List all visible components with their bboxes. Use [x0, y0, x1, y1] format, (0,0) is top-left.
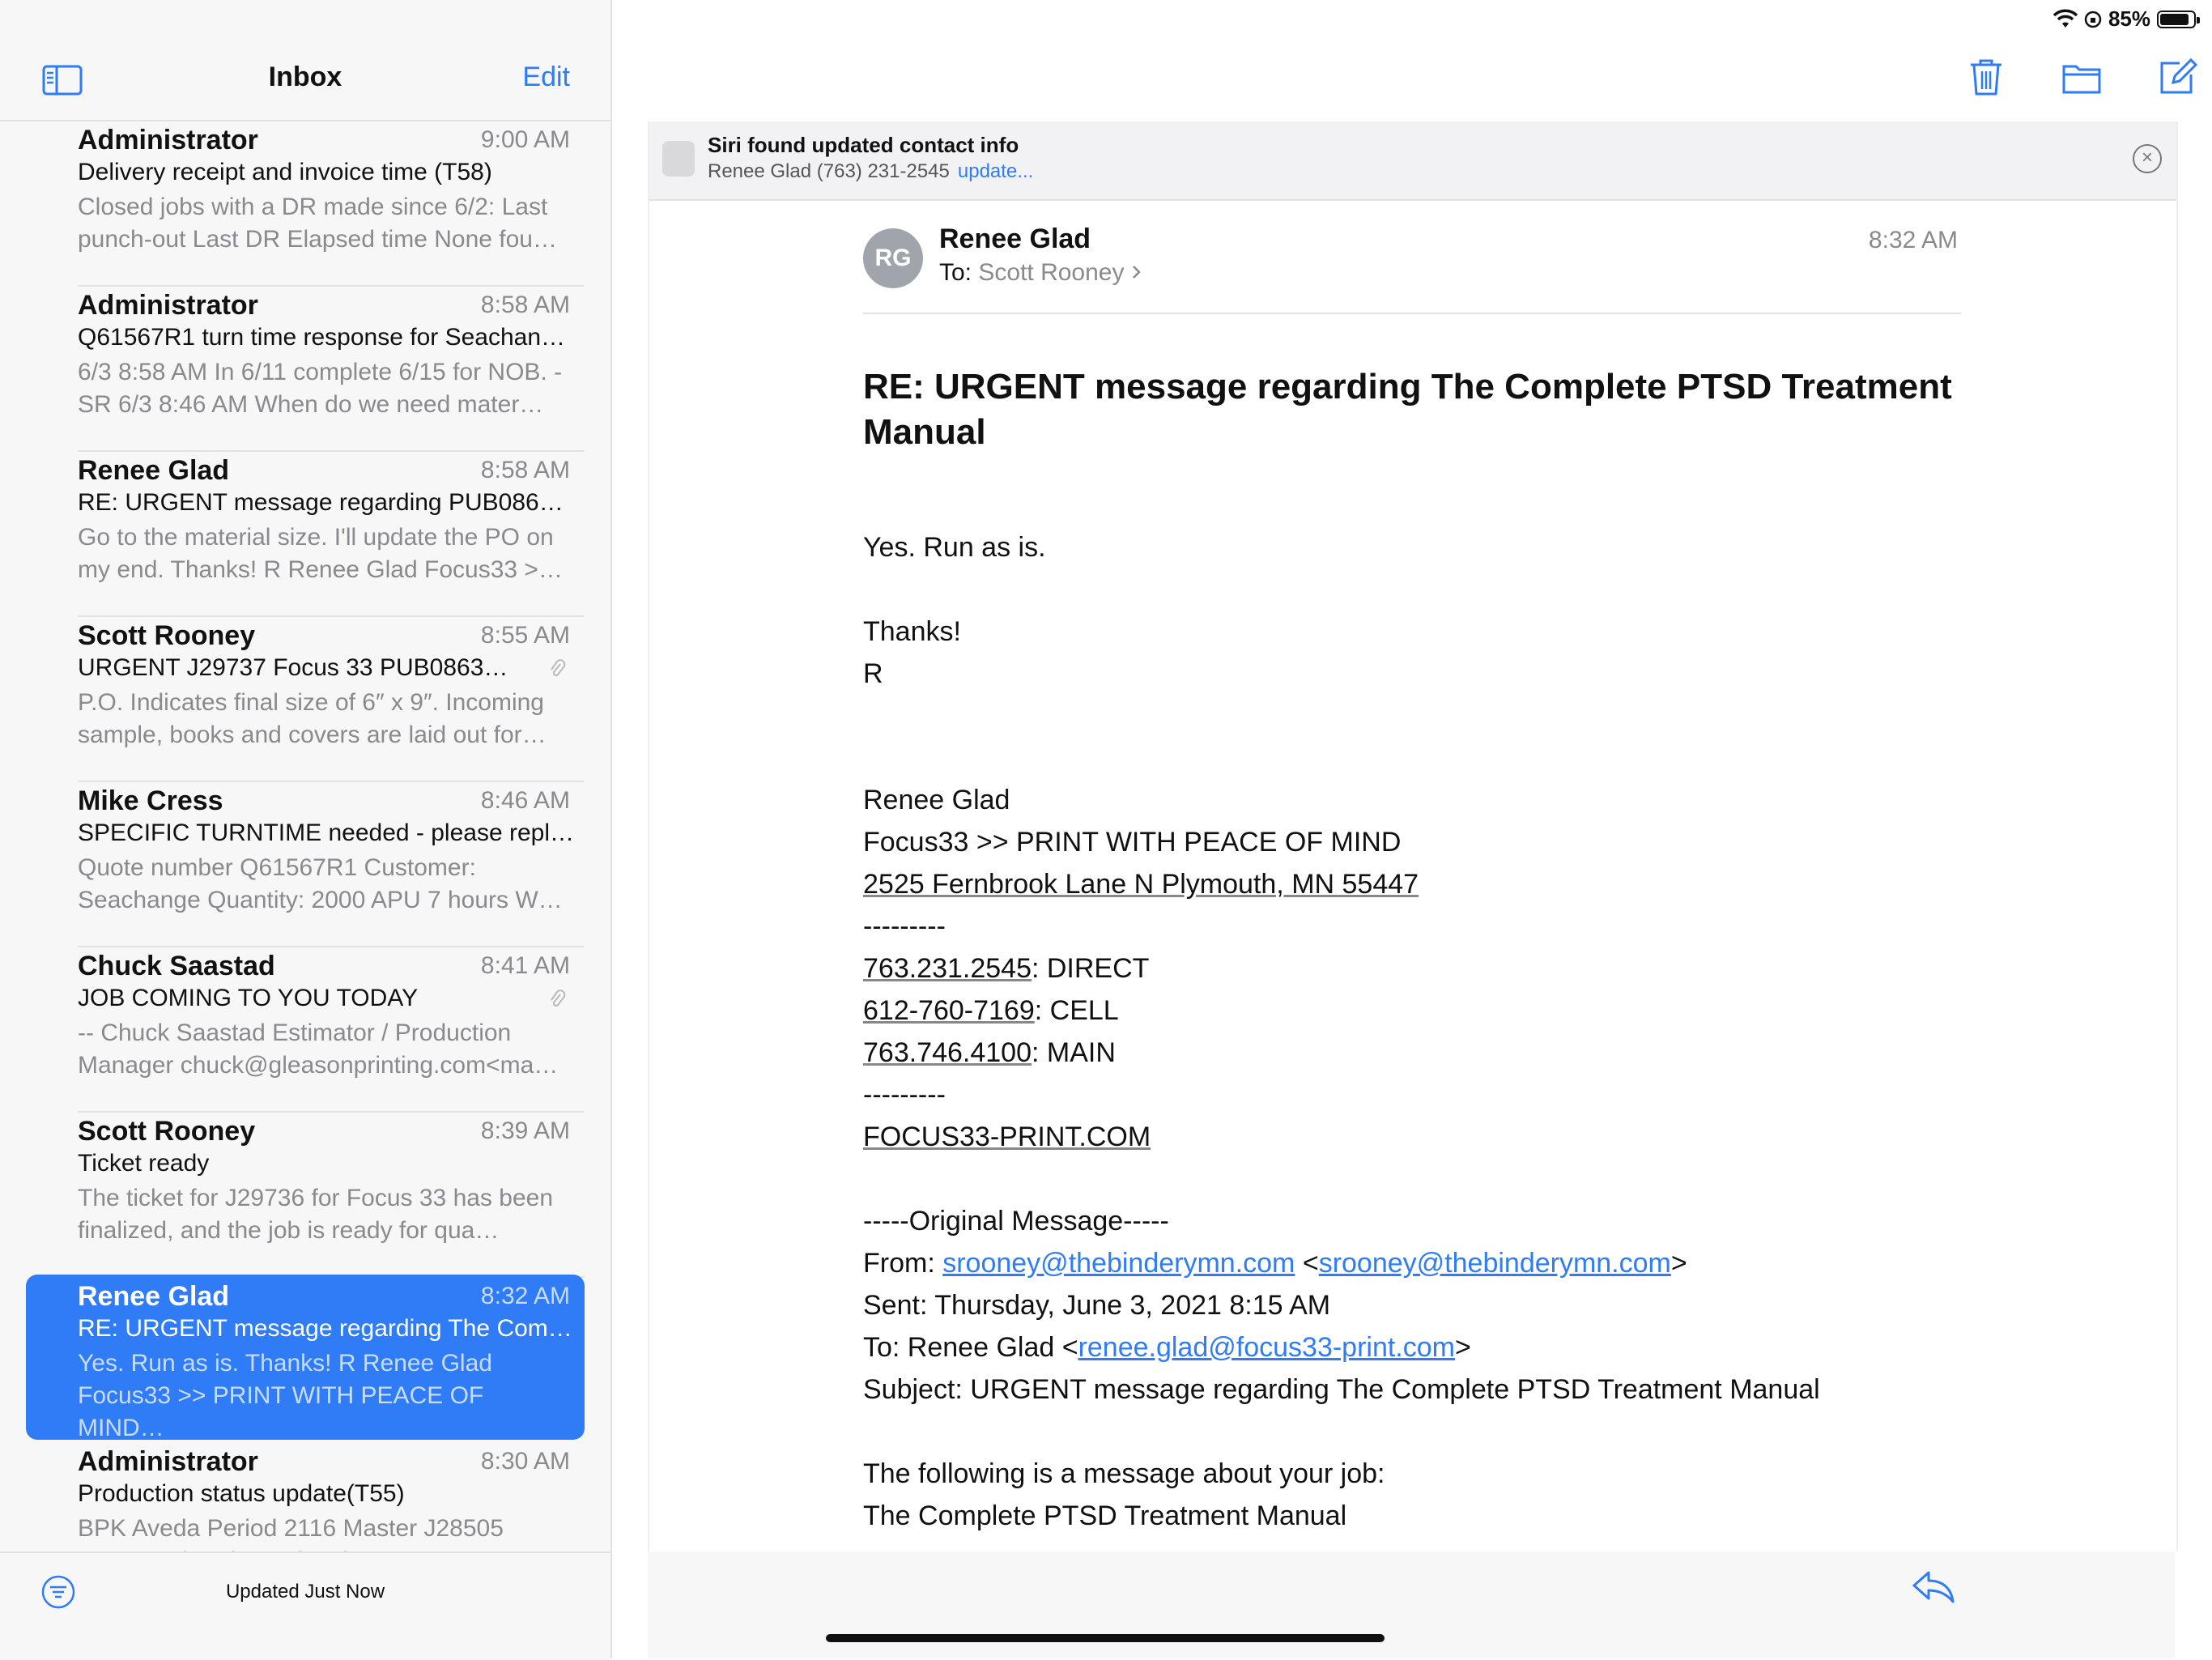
body-line: Thanks!	[863, 616, 961, 647]
folder-icon[interactable]	[2061, 57, 2102, 97]
siri-contact-banner	[649, 121, 2176, 201]
battery-icon	[2157, 11, 2196, 28]
sidebar-footer	[0, 1551, 610, 1660]
original-from-email-link[interactable]: srooney@thebinderymn.com	[942, 1248, 1295, 1279]
message-sender: Scott Rooney	[78, 620, 256, 651]
message-sender: Administrator	[78, 290, 258, 321]
message-time: 8:58 AM	[480, 292, 570, 318]
original-sent: Sent: Thursday, June 3, 2021 8:15 AM	[863, 1290, 1331, 1321]
message-preview: The ticket for J29736 for Focus 33 has been finalized, and the job is ready for qua…	[78, 1185, 554, 1244]
recipient-line[interactable]	[939, 259, 1142, 287]
message-list-item[interactable]	[0, 1113, 610, 1278]
original-subject: Subject: URGENT message regarding The Complete PTSD Treatment Manual	[863, 1374, 1820, 1405]
message-time: 9:00 AM	[480, 126, 570, 153]
message-sender: Scott Rooney	[78, 1116, 256, 1147]
original-from-label: From:	[863, 1248, 943, 1279]
message-list	[0, 121, 610, 1551]
wifi-icon	[2053, 10, 2078, 29]
original-to-email-link[interactable]: renee.glad@focus33-print.com	[1078, 1332, 1455, 1363]
updated-status: Updated Just Now	[225, 1581, 385, 1603]
to-label: To:	[939, 259, 972, 286]
original-message-header: -----Original Message-----	[863, 1206, 1169, 1236]
mailbox-sidebar	[0, 0, 612, 1658]
signature-separator: ---------	[863, 911, 946, 942]
message-list-item[interactable]	[0, 287, 610, 452]
message-preview: -- Chuck Saastad Estimator / Production Manager chuck@gleasonprinting.com<ma…	[78, 1019, 559, 1079]
message-preview: 6/3 8:58 AM In 6/11 complete 6/15 for NOB. - SR 6/3 8:46 AM When do we need mater…	[78, 359, 563, 418]
message-list-item[interactable]	[0, 121, 610, 287]
message-preview: BPK Aveda Period 2116 Master J28505	[78, 1515, 504, 1542]
phone-cell-label: : CELL	[1034, 995, 1119, 1026]
phone-cell-link[interactable]: 612-760-7169	[863, 995, 1035, 1026]
message-subject: RE: URGENT message regarding PUB086…	[78, 489, 564, 516]
message-subject: Q61567R1 turn time response for Seachan…	[78, 324, 566, 351]
orientation-lock-icon	[2084, 11, 2102, 28]
message-view	[648, 121, 2178, 1551]
message-subject: SPECIFIC TURNTIME needed - please repl…	[78, 819, 574, 846]
compose-icon[interactable]	[2157, 57, 2197, 97]
header-divider	[863, 313, 1961, 314]
message-sender: Renee Glad	[78, 455, 230, 486]
message-subject: Production status update(T55)	[78, 1480, 405, 1507]
recipient-name: Scott Rooney	[978, 259, 1125, 286]
message-time: 8:30 AM	[480, 1448, 570, 1475]
message-sender: Administrator	[78, 1446, 258, 1477]
message-list-item[interactable]	[0, 782, 610, 947]
original-to-gt: >	[1455, 1332, 1471, 1363]
sender-name[interactable]: Renee Glad	[939, 223, 1091, 254]
message-preview: Yes. Run as is. Thanks! R Renee Glad Focus33 >> PRINT WITH PEACE OF MIND…	[78, 1350, 492, 1441]
original-from-gt: >	[1670, 1248, 1687, 1279]
website-link[interactable]: FOCUS33-PRINT.COM	[863, 1122, 1151, 1152]
siri-contact-detail: Renee Glad (763) 231-2545	[708, 160, 950, 182]
body-line: Yes. Run as is.	[863, 532, 1046, 563]
siri-banner-title: Siri found updated contact info	[708, 133, 1019, 157]
message-subject: RE: URGENT message regarding The Com…	[78, 1315, 572, 1342]
phone-main-link[interactable]: 763.746.4100	[863, 1037, 1032, 1068]
message-subject: JOB COMING TO YOU TODAY	[78, 985, 419, 1011]
message-preview: P.O. Indicates final size of 6″ x 9″. Incoming sample, books and covers are laid out for…	[78, 689, 547, 748]
signature-address-link[interactable]: 2525 Fernbrook Lane N Plymouth, MN 55447	[863, 869, 1419, 900]
body-line: R	[863, 658, 883, 689]
message-time: 8:39 AM	[480, 1117, 570, 1144]
message-subject: Ticket ready	[78, 1150, 210, 1177]
message-sender: Renee Glad	[78, 1281, 230, 1312]
contact-card-icon	[662, 141, 695, 177]
message-sender: Administrator	[78, 125, 258, 155]
paperclip-icon	[547, 658, 567, 682]
message-subject: RE: URGENT message regarding The Complete PTSD Treatment Manual	[863, 367, 1952, 452]
reply-icon[interactable]	[1911, 1566, 1956, 1607]
chevron-right-icon	[1131, 264, 1142, 280]
message-body	[863, 526, 1997, 1537]
original-intro: The following is a message about your job:	[863, 1458, 1385, 1489]
siri-update-link[interactable]: update...	[957, 160, 1034, 182]
message-time: 8:32 AM	[480, 1283, 570, 1309]
original-to-label: To: Renee Glad <	[863, 1332, 1078, 1363]
signature-company: Focus33 >> PRINT WITH PEACE OF MIND	[863, 827, 1402, 858]
message-subject: Delivery receipt and invoice time (T58)	[78, 159, 492, 185]
message-list-item[interactable]	[0, 947, 610, 1113]
message-preview: Go to the material size. I'll update the PO on my end. Thanks! R Renee Glad Focus33 >…	[78, 524, 563, 583]
message-list-item-selected[interactable]	[0, 1278, 610, 1443]
original-job: The Complete PTSD Treatment Manual	[863, 1500, 1347, 1531]
signature-separator: ---------	[863, 1079, 946, 1110]
message-subject: URGENT J29737 Focus 33 PUB0863…	[78, 654, 508, 681]
message-time: 8:32 AM	[1868, 227, 1958, 253]
home-indicator	[826, 1634, 1385, 1642]
message-time: 8:41 AM	[480, 952, 570, 979]
edit-button[interactable]: Edit	[522, 62, 570, 92]
message-time: 8:46 AM	[480, 787, 570, 814]
phone-direct-link[interactable]: 763.231.2545	[863, 953, 1032, 984]
signature-name: Renee Glad	[863, 785, 1010, 815]
message-preview: Closed jobs with a DR made since 6/2: Last punch-out Last DR Elapsed time None fou…	[78, 194, 557, 253]
trash-icon[interactable]	[1966, 57, 2006, 97]
paperclip-icon	[547, 988, 567, 1012]
message-time: 8:58 AM	[480, 457, 570, 483]
status-indicators	[2053, 6, 2196, 32]
siri-banner-detail	[708, 160, 1033, 183]
original-from-email-link[interactable]: srooney@thebinderymn.com	[1318, 1248, 1671, 1279]
message-list-item[interactable]	[0, 617, 610, 782]
message-time: 8:55 AM	[480, 622, 570, 649]
message-list-item[interactable]	[0, 452, 610, 617]
close-icon[interactable]: ×	[2133, 144, 2162, 173]
phone-main-label: : MAIN	[1031, 1037, 1116, 1068]
message-sender: Chuck Saastad	[78, 951, 275, 981]
inbox-title: Inbox	[268, 62, 342, 92]
battery-percent: 85%	[2108, 6, 2150, 31]
phone-direct-label: : DIRECT	[1031, 953, 1150, 984]
message-preview: Quote number Q61567R1 Customer: Seachange Quantity: 2000 APU 7 hours W…	[78, 854, 563, 913]
original-from-lt: <	[1295, 1248, 1319, 1279]
avatar[interactable]: RG	[863, 228, 923, 288]
message-sender: Mike Cress	[78, 785, 223, 816]
